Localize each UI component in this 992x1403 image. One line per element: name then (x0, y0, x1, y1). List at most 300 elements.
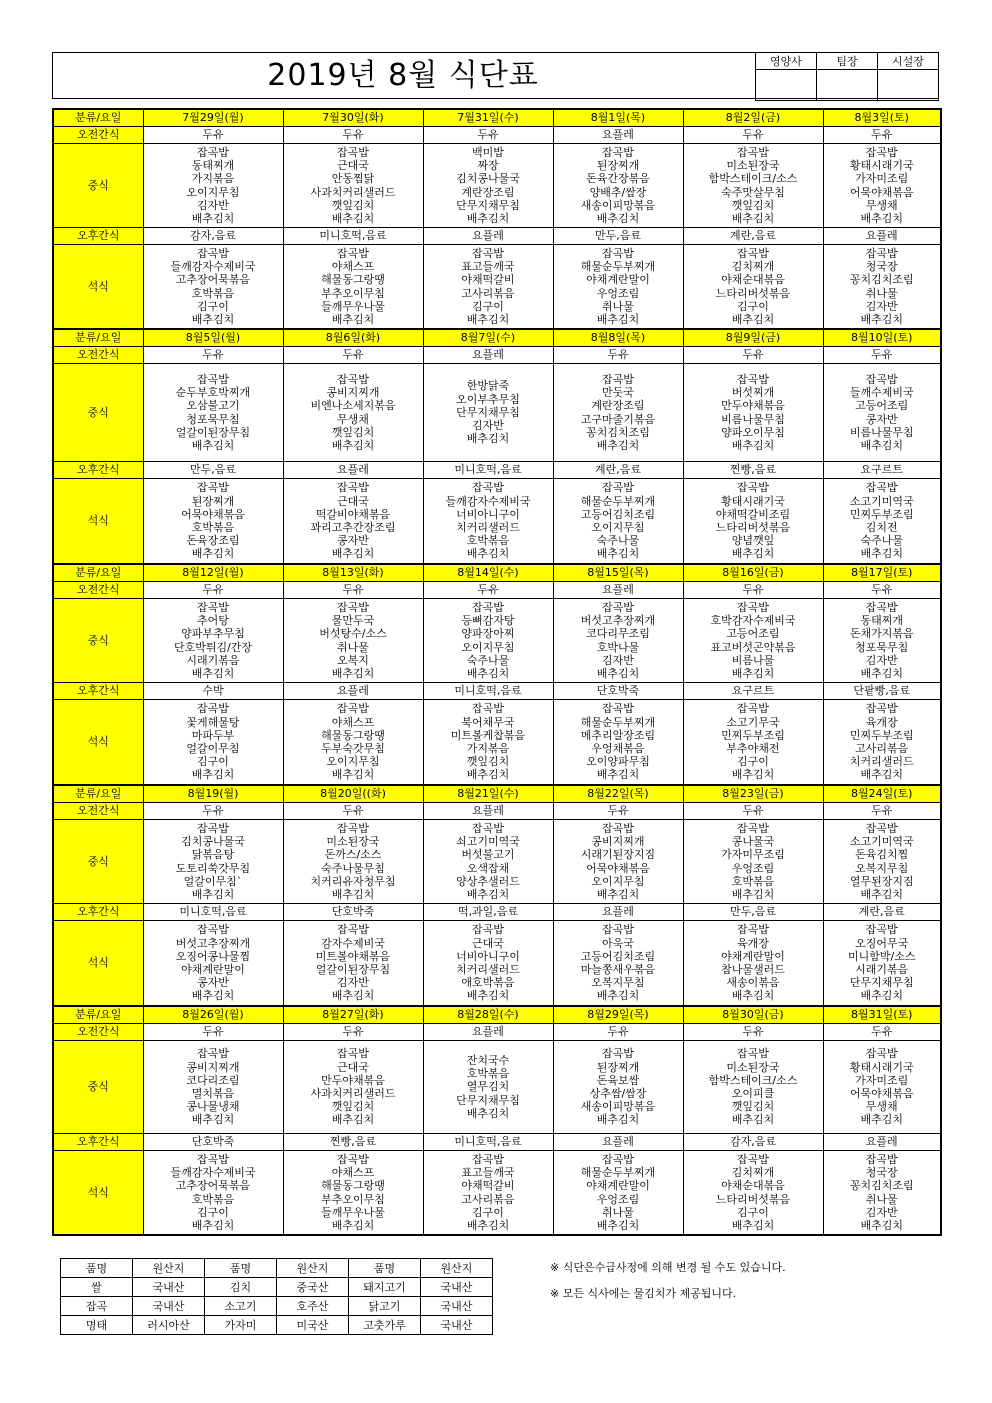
menu-cell (823, 1151, 941, 1236)
menu-cell: 두유 (823, 347, 941, 364)
menu-item: 버섯탕수/소스 (319, 627, 387, 641)
menu-item: 잡곡밥 (472, 246, 504, 260)
menu-item: 민찌두부조림 (849, 507, 914, 521)
menu-cell: 떡,과일,음료 (423, 904, 553, 921)
menu-item: 쇠고기미역국 (456, 835, 520, 849)
menu-item: 콩비지찌개 (326, 386, 380, 400)
menu-item: 숙주맛살무침 (721, 185, 785, 199)
origin-table (60, 1258, 493, 1335)
day-header: 8월21일(수) (423, 785, 553, 803)
menu-item: 비엔나소세지볶음 (310, 399, 396, 413)
menu-item: 근대국 (472, 936, 504, 950)
menu-cell: 요플레 (423, 1024, 553, 1041)
menu-cell: 만두,음료 (683, 904, 823, 921)
menu-item: 배추김치 (860, 666, 903, 680)
menu-item: 배추김치 (596, 989, 640, 1003)
menu-item: 치커리샐러드 (456, 521, 520, 534)
menu-cell (823, 364, 941, 462)
menu-item: 감자수제비국 (321, 936, 385, 950)
menu-item: 잡곡밥 (602, 372, 634, 386)
menu-item: 미소된장국 (726, 1060, 780, 1074)
menu-item: 호박볶음 (731, 874, 775, 888)
menu-item: 잔치국수 (466, 1053, 510, 1067)
am-row (53, 803, 941, 820)
menu-item: 버섯찌개 (731, 386, 775, 400)
menu-cell (143, 1151, 283, 1236)
menu-cell (143, 599, 283, 683)
menu-item: 비름나물무침 (849, 425, 914, 439)
menu-item: 양파오이무침 (721, 425, 785, 439)
menu-item: 배추김치 (731, 666, 775, 680)
menu-cell (143, 479, 283, 565)
origin-cell: 국내산 (133, 1278, 205, 1297)
menu-item: 배추김치 (191, 438, 235, 452)
menu-cell: 두유 (823, 1024, 941, 1041)
menu-item: 배추김치 (331, 989, 375, 1003)
menu-item: 배추김치 (331, 547, 375, 561)
menu-item: 잡곡밥 (737, 145, 769, 159)
menu-item: 배추김치 (596, 312, 640, 326)
menu-item: 잡곡밥 (472, 702, 504, 716)
menu-item: 야채떡갈비 (461, 1179, 515, 1193)
menu-item: 우엉조림 (596, 286, 640, 300)
menu-item: 잡곡밥 (197, 246, 229, 260)
menu-item: 배추김치 (731, 211, 775, 225)
menu-cell (283, 700, 423, 786)
origin-cell: 잡곡 (61, 1297, 133, 1316)
menu-cell: 두유 (143, 582, 283, 599)
menu-item: 김치콩나물국 (456, 172, 520, 186)
menu-item: 표고들깨국 (461, 1166, 515, 1180)
menu-cell (143, 245, 283, 330)
menu-item: 오이양파무침 (586, 755, 650, 769)
menu-cell (553, 820, 683, 904)
origin-cell: 소고기 (205, 1297, 277, 1316)
menu-item: 된장찌개 (596, 159, 640, 173)
day-header: 8월9일(금) (683, 329, 823, 347)
row-label: 석식 (53, 1151, 143, 1236)
menu-item: 치커리유자청무침 (310, 874, 396, 888)
origin-cell: 국내산 (133, 1297, 205, 1316)
origin-cell: 품명 (349, 1259, 421, 1278)
menu-item: 호박볶음 (191, 1192, 235, 1206)
menu-cell: 찐빵,음료 (283, 1134, 423, 1151)
menu-item: 잡곡밥 (337, 923, 369, 937)
menu-item: 소고기미역국 (849, 835, 914, 849)
menu-item: 김구이 (197, 755, 229, 769)
week-header-row (53, 564, 941, 582)
menu-item: 고사리볶음 (461, 1192, 515, 1206)
menu-item: 들깨수제비국 (849, 386, 914, 400)
menu-item: 청국장 (865, 1166, 898, 1180)
signature-box[interactable] (817, 70, 878, 101)
menu-cell: 두유 (283, 803, 423, 820)
menu-item: 배추김치 (860, 768, 903, 782)
menu-cell: 두유 (553, 347, 683, 364)
menu-item: 깻잎김치 (331, 425, 375, 439)
menu-item: 어묵야채볶음 (849, 185, 914, 199)
day-header: 8월29일(목) (553, 1006, 683, 1024)
menu-cell: 요구르트 (683, 683, 823, 700)
menu-item: 잡곡밥 (337, 600, 369, 614)
day-header: 8월24일(토) (823, 785, 941, 803)
menu-item: 고사리볶음 (461, 286, 515, 300)
menu-item: 해물순두부찌개 (580, 1166, 656, 1180)
menu-item: 소고기무국 (726, 715, 780, 729)
menu-item: 무생채 (865, 198, 898, 212)
menu-item: 잡곡밥 (337, 702, 369, 716)
menu-item: 시래기볶음 (186, 653, 240, 667)
row-label: 오전간식 (53, 803, 143, 820)
lunch-row (53, 144, 941, 228)
menu-item: 김자반 (197, 198, 229, 212)
origin-cell: 닭고기 (349, 1297, 421, 1316)
menu-item: 고추장어묵볶음 (175, 273, 251, 287)
menu-item: 오이부추무침 (456, 392, 520, 406)
menu-item: 시래기볶음 (855, 963, 909, 976)
menu-cell: 두유 (283, 1024, 423, 1041)
menu-cell (683, 1041, 823, 1134)
menu-cell (553, 599, 683, 683)
notes (550, 1255, 786, 1307)
menu-item: 배추김치 (860, 989, 903, 1003)
dinner-row (53, 700, 941, 786)
menu-item: 배추김치 (331, 1113, 375, 1127)
menu-item: 오징어콩나물찜 (175, 949, 251, 963)
menu-cell (683, 921, 823, 1007)
menu-item: 배추김치 (191, 989, 235, 1003)
menu-item: 호박나물 (596, 640, 640, 654)
menu-cell: 두유 (283, 347, 423, 364)
menu-item: 치커리샐러드 (456, 963, 520, 976)
origin-cell: 국내산 (421, 1297, 493, 1316)
day-header: 8월28일(수) (423, 1006, 553, 1024)
menu-cell (553, 700, 683, 786)
menu-cell (553, 479, 683, 565)
menu-item: 버섯고추장찌개 (580, 614, 656, 628)
menu-item: 무생채 (337, 412, 369, 426)
menu-cell (423, 1151, 553, 1236)
menu-item: 돈육장조림 (186, 534, 240, 548)
menu-cell: 단호박죽 (143, 1134, 283, 1151)
pm-row (53, 683, 941, 700)
menu-item: 배추김치 (466, 887, 510, 901)
menu-item: 단무지채무침 (456, 198, 520, 212)
menu-item: 오이지무침 (326, 755, 380, 769)
menu-cell: 두유 (423, 127, 553, 144)
menu-item: 잡곡밥 (737, 923, 769, 937)
menu-cell (423, 599, 553, 683)
header-label: 분류/요일 (53, 109, 143, 127)
menu-cell (823, 599, 941, 683)
menu-item: 계란장조림 (591, 399, 645, 413)
menu-item: 고구마줄기볶음 (580, 412, 656, 426)
menu-item: 잡곡밥 (197, 145, 229, 159)
menu-table (52, 108, 942, 1236)
menu-item: 오색잡채 (466, 861, 510, 875)
menu-cell: 요구르트 (823, 462, 941, 479)
menu-item: 오복지무침 (855, 861, 909, 875)
menu-cell (823, 479, 941, 565)
menu-item: 잡곡밥 (602, 821, 634, 835)
menu-item: 민찌두부조림 (849, 728, 914, 742)
menu-cell: 두유 (553, 1024, 683, 1041)
menu-item: 미소된장국 (726, 159, 780, 173)
menu-cell: 요플레 (553, 582, 683, 599)
menu-item: 황태시래기국 (849, 159, 914, 173)
menu-item: 얼갈이된장무침 (175, 425, 251, 439)
origin-row (61, 1297, 493, 1316)
origin-row (61, 1278, 493, 1297)
menu-item: 배추김치 (466, 547, 510, 561)
lunch-row (53, 364, 941, 462)
menu-item: 콩자반 (865, 412, 898, 426)
menu-item: 등뼈감자탕 (461, 614, 515, 628)
menu-item: 어묵야채볶음 (181, 507, 245, 521)
menu-item: 비름나물 (731, 653, 775, 667)
menu-cell: 두유 (683, 1024, 823, 1041)
menu-item: 미트볼케찹볶음 (450, 728, 526, 742)
menu-item: 어묵야채볶음 (586, 861, 650, 875)
menu-item: 김자반 (602, 653, 634, 667)
menu-item: 배추김치 (466, 1218, 510, 1232)
menu-cell (423, 144, 553, 228)
menu-item: 배추김치 (596, 547, 640, 561)
menu-item: 우엉채볶음 (591, 742, 645, 755)
menu-item: 깻잎김치 (466, 755, 510, 769)
am-row (53, 1024, 941, 1041)
origin-row (61, 1316, 493, 1335)
menu-cell: 미니호떡,음료 (143, 904, 283, 921)
menu-cell (683, 1151, 823, 1236)
row-label: 중식 (53, 144, 143, 228)
menu-cell: 두유 (283, 582, 423, 599)
menu-item: 오복지무침 (591, 976, 645, 990)
menu-item: 비름나물무침 (721, 412, 785, 426)
approval-label: 시설장 (878, 53, 939, 70)
menu-item: 우엉조림 (596, 1192, 640, 1206)
menu-item: 배추김치 (731, 768, 775, 782)
menu-item: 부추오이무침 (321, 286, 385, 300)
menu-cell: 단호박죽 (283, 904, 423, 921)
origin-cell: 원산지 (133, 1259, 205, 1278)
menu-item: 들깨무우나물 (321, 1205, 385, 1219)
menu-item: 잡곡밥 (197, 702, 229, 716)
menu-item: 잡곡밥 (472, 923, 504, 937)
menu-item: 느타리버섯볶음 (715, 521, 791, 534)
menu-item: 배추김치 (731, 989, 775, 1003)
origin-cell: 국내산 (421, 1278, 493, 1297)
menu-item: 오복지 (337, 653, 369, 667)
signature-box[interactable] (878, 70, 939, 101)
day-header: 8월7일(수) (423, 329, 553, 347)
menu-item: 돈육간장볶음 (586, 172, 650, 186)
menu-item: 고사리볶음 (855, 742, 909, 755)
menu-item: 표고버섯곤약볶음 (710, 640, 796, 654)
am-row (53, 127, 941, 144)
menu-cell (823, 921, 941, 1007)
day-header: 8월3일(토) (823, 109, 941, 127)
menu-item: 김자반 (865, 653, 898, 667)
menu-item: 표고들깨국 (461, 260, 515, 274)
menu-item: 된장찌개 (596, 1060, 640, 1074)
menu-item: 깻잎김치 (731, 198, 775, 212)
menu-item: 숙주나물 (466, 653, 510, 667)
menu-item: 계란장조림 (461, 185, 515, 199)
menu-item: 배추김치 (466, 211, 510, 225)
menu-item: 배추김치 (860, 1218, 903, 1232)
menu-item: 배추김치 (731, 438, 775, 452)
row-label: 오후간식 (53, 683, 143, 700)
menu-item: 돈채가지볶음 (849, 627, 914, 641)
menu-cell (283, 820, 423, 904)
menu-item: 만두야채볶음 (721, 399, 785, 413)
menu-item: 배추김치 (191, 1113, 235, 1127)
row-label: 석식 (53, 700, 143, 786)
day-header: 8월6일(화) (283, 329, 423, 347)
menu-item: 김치전 (865, 521, 898, 534)
menu-item: 잡곡밥 (737, 246, 769, 260)
menu-item: 콩자반 (197, 976, 229, 990)
menu-item: 잡곡밥 (602, 145, 634, 159)
menu-item: 잡곡밥 (865, 481, 898, 495)
menu-item: 잡곡밥 (602, 702, 634, 716)
menu-cell: 두유 (823, 127, 941, 144)
menu-cell (553, 364, 683, 462)
menu-cell (823, 1041, 941, 1134)
menu-cell (283, 599, 423, 683)
am-row (53, 582, 941, 599)
origin-cell: 호주산 (277, 1297, 349, 1316)
menu-cell: 요플레 (423, 228, 553, 245)
menu-item: 고등어조림 (726, 627, 780, 641)
menu-item: 육개장 (737, 936, 769, 950)
menu-item: 두부숙갓무침 (321, 742, 385, 755)
origin-cell: 고춧가루 (349, 1316, 421, 1335)
menu-cell (423, 820, 553, 904)
menu-item: 배추김치 (191, 547, 235, 561)
menu-item: 오징어무국 (855, 936, 909, 950)
day-header: 8월31일(토) (823, 1006, 941, 1024)
menu-cell: 두유 (143, 127, 283, 144)
menu-item: 오이지무침 (591, 521, 645, 534)
pm-row (53, 228, 941, 245)
menu-item: 만둣국 (602, 386, 634, 400)
menu-item: 배추김치 (860, 547, 903, 561)
menu-item: 김자반 (865, 299, 898, 313)
menu-item: 배추김치 (860, 438, 903, 452)
menu-cell (553, 1041, 683, 1134)
menu-item: 잡곡밥 (472, 481, 504, 495)
menu-item: 잡곡밥 (865, 1152, 898, 1166)
menu-item: 잡곡밥 (602, 1152, 634, 1166)
menu-item: 꽁치김치조림 (849, 1179, 914, 1193)
menu-item: 배추김치 (731, 1113, 775, 1127)
menu-item: 꽈리고추간장조림 (310, 521, 396, 534)
menu-item: 배추김치 (331, 312, 375, 326)
menu-item: 근대국 (337, 494, 369, 508)
row-label: 석식 (53, 921, 143, 1007)
menu-item: 잡곡밥 (602, 481, 634, 495)
menu-item: 해물동그랑땡 (321, 728, 385, 742)
menu-item: 돈까스/소스 (324, 848, 382, 862)
lunch-row (53, 1041, 941, 1134)
menu-item: 너비아니구이 (456, 507, 520, 521)
menu-item: 김구이 (737, 1205, 769, 1219)
menu-item: 근대국 (337, 1060, 369, 1074)
row-label: 오전간식 (53, 1024, 143, 1041)
day-header: 8월16일(금) (683, 564, 823, 582)
menu-cell: 미니호떡,음료 (283, 228, 423, 245)
menu-item: 부추오이무침 (321, 1192, 385, 1206)
menu-item: 잡곡밥 (865, 372, 898, 386)
menu-item: 소고기미역국 (849, 494, 914, 508)
menu-cell: 요플레 (823, 228, 941, 245)
menu-item: 새송이피망볶음 (580, 1100, 656, 1114)
menu-cell (283, 1151, 423, 1236)
menu-item: 잡곡밥 (865, 702, 898, 716)
row-label: 석식 (53, 245, 143, 330)
menu-cell: 단팥빵,음료 (823, 683, 941, 700)
menu-item: 잡곡밥 (197, 481, 229, 495)
menu-item: 배추김치 (596, 1218, 640, 1232)
menu-item: 잡곡밥 (337, 481, 369, 495)
menu-item: 애호박볶음 (461, 976, 515, 990)
menu-item: 배추김치 (731, 547, 775, 561)
menu-item: 김치콩나물국 (181, 835, 245, 849)
menu-item: 야채계란말이 (181, 963, 245, 976)
menu-item: 콩나물냉채 (186, 1100, 240, 1114)
menu-cell (143, 144, 283, 228)
week-header-row (53, 785, 941, 803)
dinner-row (53, 245, 941, 330)
menu-item: 미소된장국 (326, 835, 380, 849)
menu-item: 잡곡밥 (865, 145, 898, 159)
signature-box[interactable] (756, 70, 817, 101)
menu-cell: 요플레 (423, 347, 553, 364)
menu-cell: 미니호떡,음료 (423, 462, 553, 479)
menu-item: 동태찌개 (860, 614, 903, 628)
menu-item: 배추김치 (596, 438, 640, 452)
menu-cell (423, 245, 553, 330)
menu-cell: 요플레 (553, 1134, 683, 1151)
menu-cell: 요플레 (553, 127, 683, 144)
menu-item: 야채스프 (331, 1166, 375, 1180)
pm-row (53, 462, 941, 479)
dinner-row (53, 921, 941, 1007)
menu-item: 잡곡밥 (472, 821, 504, 835)
menu-cell: 두유 (143, 1024, 283, 1041)
menu-item: 미트볼야채볶음 (315, 949, 391, 963)
menu-cell (823, 245, 941, 330)
menu-item: 김구이 (197, 1205, 229, 1219)
header-label: 분류/요일 (53, 785, 143, 803)
origin-cell: 러시아산 (133, 1316, 205, 1335)
menu-item: 깻잎김치 (731, 1100, 775, 1114)
menu-item: 김구이 (737, 755, 769, 769)
menu-item: 황태시래기국 (721, 494, 785, 508)
menu-item: 들깨감자수제비국 (170, 260, 256, 274)
menu-item: 마늘쫑새우볶음 (580, 963, 656, 976)
menu-item: 아욱국 (602, 936, 634, 950)
menu-item: 취나물 (337, 640, 369, 654)
menu-item: 동태찌개 (191, 159, 235, 173)
menu-item: 잡곡밥 (602, 1047, 634, 1061)
week-header-row (53, 329, 941, 347)
menu-cell (553, 245, 683, 330)
menu-cell (423, 921, 553, 1007)
menu-item: 치커리샐러드 (849, 755, 914, 769)
